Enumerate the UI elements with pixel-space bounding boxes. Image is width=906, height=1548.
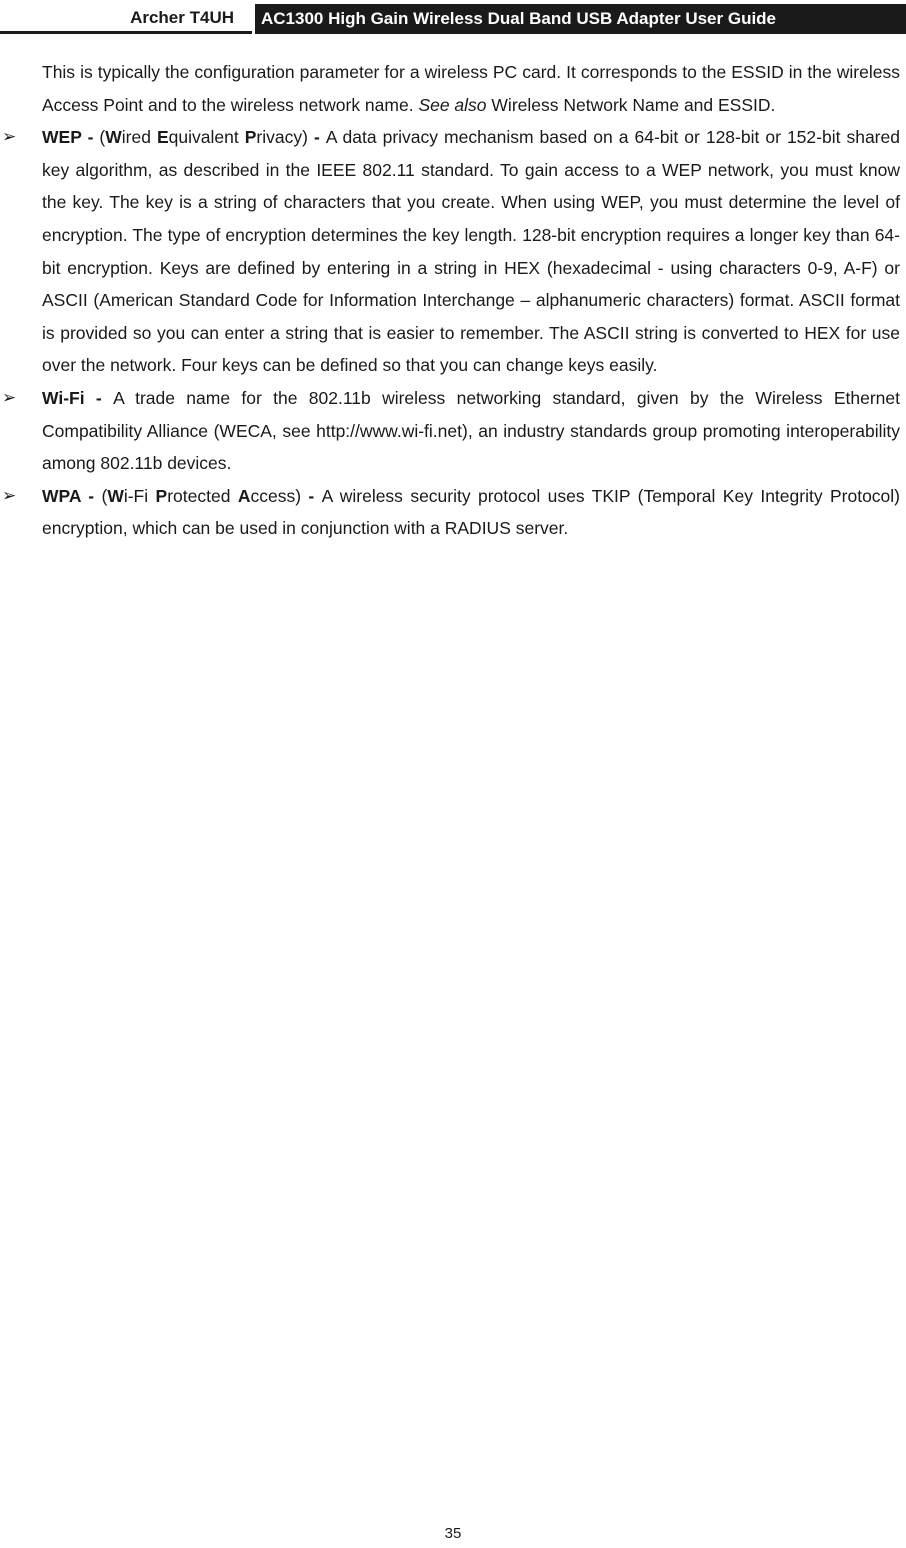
entry-expansion-part: P (244, 127, 257, 148)
entry-expansion-part: W (105, 127, 122, 148)
entry-expansion-part: ( (101, 485, 108, 506)
entry-expansion-part: rivacy) (256, 127, 308, 148)
entry-separator: - (84, 387, 114, 408)
entry-expansion-part: ccess) (250, 485, 302, 506)
entry-definition: A wireless security protocol uses TKIP (Temporal Key Integrity Protocol) encryption, which can be used in conjunction with a RADIUS server. (42, 485, 900, 539)
entry-term: WPA (42, 485, 81, 506)
entry-term: Wi-Fi (42, 387, 85, 408)
entry-definition: A data privacy mechanism based on a 64-bit or 128-bit or 152-bit shared key algorithm, as described in the IEEE 802.11 standard. To gain access to a WEP network, you must know the key. The key is a string of characters that you create. When using WEP, you must determine the level of encryption. The type of encryption determines the key length. 128-bit encryption requires a longer key than 64-bit encryption. Keys are defined by entering in a string in HEX (hexadecimal - using characters 0-9, A-F) or ASCII (American Standard Code for Information Interchange – alphanumeric characters) format. ASCII format is provided so you can enter a string that is easier to remember. The ASCII string is converted to HEX for use over the network. Four keys can be defined so that you can change keys easily. (42, 127, 900, 376)
arrow-bullet-icon: ➢ (2, 485, 17, 505)
glossary-entry (2, 382, 900, 480)
intro-text-2: Wireless Network Name and ESSID. (486, 94, 776, 115)
glossary-content (2, 56, 900, 545)
glossary-entry (2, 480, 900, 545)
entry-expansion-part: A (237, 485, 251, 506)
entry-separator: - (80, 485, 102, 506)
entry-expansion-part: ired (121, 127, 157, 148)
intro-paragraph (42, 56, 900, 121)
arrow-bullet-icon: ➢ (2, 387, 17, 407)
entry-definition: A trade name for the 802.11b wireless networking standard, given by the Wireless Ethernet Compatibility Alliance (WECA, see http://www.wi-fi.net), an industry standards group promoting interoperability among 802.11b devices. (42, 387, 900, 474)
see-also: See also (418, 94, 487, 115)
glossary-entries (2, 121, 900, 545)
entry-dash: - (301, 485, 322, 506)
entry-expansion-part: E (156, 127, 169, 148)
glossary-entry (2, 121, 900, 382)
arrow-bullet-icon: ➢ (2, 127, 17, 147)
entry-expansion-part: W (107, 485, 124, 506)
intro-text-1: This is typically the configuration parameter for a wireless PC card. It corresponds to the ESSID in the wireless Access Point and to the wireless network name. (42, 62, 900, 115)
entry-expansion-part: quivalent (168, 127, 245, 148)
entry-separator: - (81, 127, 100, 148)
entry-expansion-part: i-Fi (123, 485, 156, 506)
page-header (0, 4, 906, 36)
entry-expansion-part: P (155, 485, 168, 506)
entry-expansion-part: rotected (167, 485, 238, 506)
entry-term: WEP (42, 127, 82, 148)
entry-dash: - (307, 127, 326, 148)
entry-expansion-part: ( (99, 127, 106, 148)
guide-title: AC1300 High Gain Wireless Dual Band USB Adapter User Guide (252, 4, 906, 34)
product-name: Archer T4UH (0, 4, 252, 34)
page-number: 35 (444, 1525, 462, 1542)
